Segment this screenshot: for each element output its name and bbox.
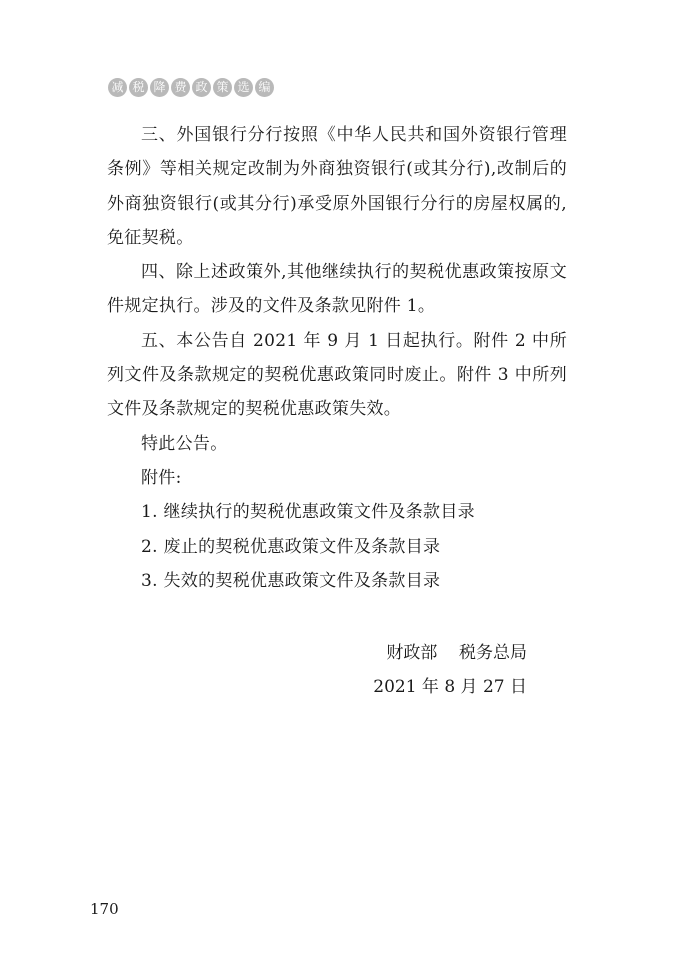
header-char: 选 — [234, 78, 253, 97]
attachment-item: 1. 继续执行的契税优惠政策文件及条款目录 — [141, 502, 475, 523]
header-char: 降 — [150, 78, 169, 97]
header-char: 策 — [213, 78, 232, 97]
closing-statement: 特此公告。 — [141, 433, 228, 454]
header-char: 政 — [192, 78, 211, 97]
signature-block — [107, 636, 567, 705]
attachment-item: 3. 失效的契税优惠政策文件及条款目录 — [141, 570, 441, 591]
book-series-header — [108, 78, 274, 97]
page-number: 170 — [90, 900, 119, 918]
header-char: 费 — [171, 78, 190, 97]
header-char: 税 — [129, 78, 148, 97]
issuing-authorities: 财政部 税务总局 — [386, 643, 527, 663]
issue-date: 2021 年 8 月 27 日 — [373, 677, 527, 698]
paragraph-clause-4: 四、除上述政策外,其他继续执行的契税优惠政策按原文件规定执行。涉及的文件及条款见附件 1。 — [107, 262, 567, 317]
attachments-label: 附件: — [141, 467, 182, 488]
paragraph-clause-5: 五、本公告自 2021 年 9 月 1 日起执行。附件 2 中所列文件及条款规定的契税优惠政策同时废止。附件 3 中所列文件及条款规定的契税优惠政策失效。 — [107, 330, 567, 420]
header-char: 编 — [255, 78, 274, 97]
header-char: 减 — [108, 78, 127, 97]
attachment-item: 2. 废止的契税优惠政策文件及条款目录 — [141, 536, 441, 557]
paragraph-clause-3: 三、外国银行分行按照《中华人民共和国外资银行管理条例》等相关规定改制为外商独资银行(或其分行),改制后的外商独资银行(或其分行)承受原外国银行分行的房屋权属的,免征契税。 — [107, 125, 567, 248]
document-body — [107, 118, 567, 598]
